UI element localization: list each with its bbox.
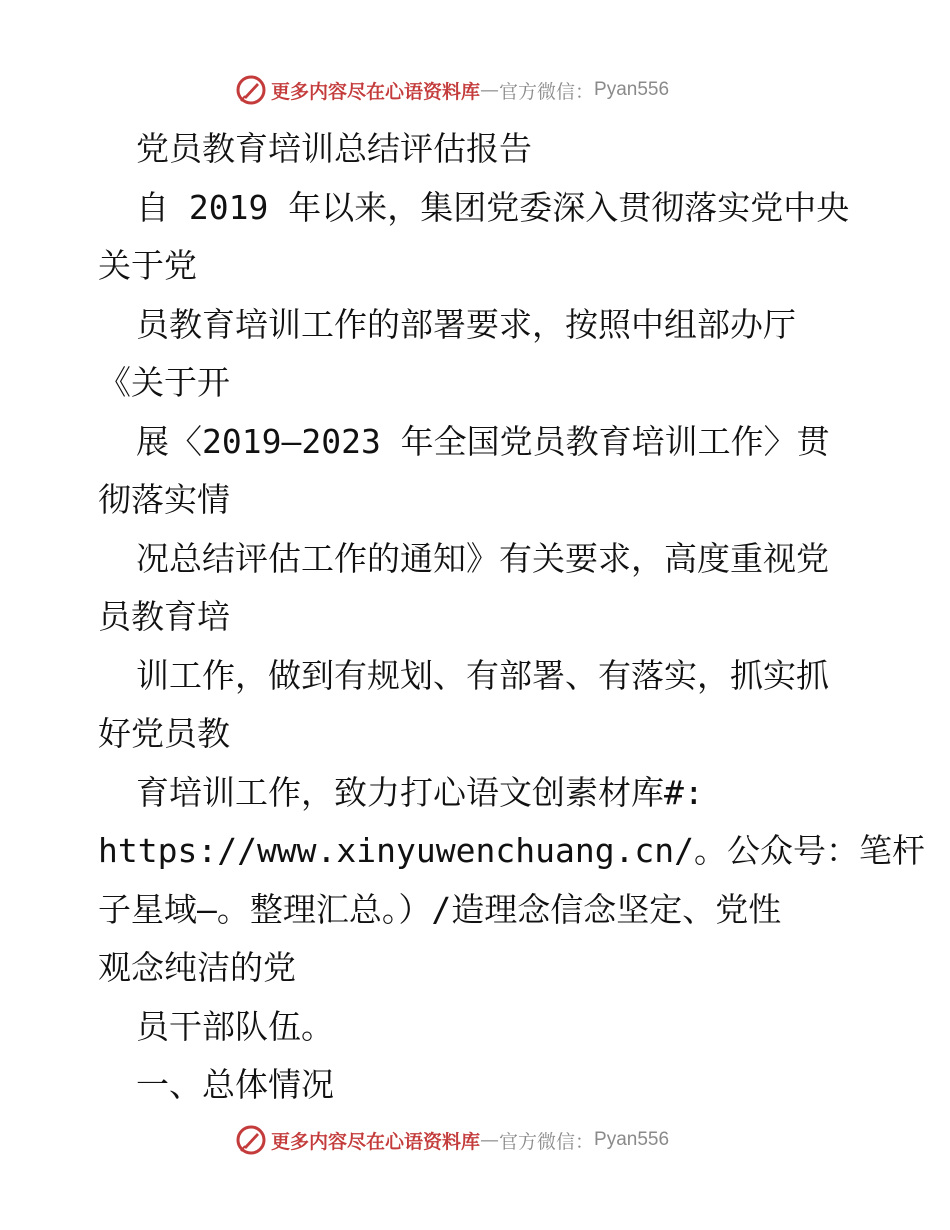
header-watermark [235,72,669,108]
text-line: 好党员教 [98,714,230,753]
watermark-brand: 更多内容尽在心语资料库 [271,80,481,103]
quill-logo-icon [235,1124,267,1156]
text-line: 子星域—。整理汇总。）/造理念信念坚定、党性 [98,889,782,929]
watermark-label: 官方微信： [499,80,595,103]
text-line: 育培训工作，致力打心语文创素材库#: [136,772,704,812]
text-line: 彻落实情 [98,480,230,519]
text-line: 员干部队伍。 [136,1006,334,1046]
text-line: 《关于开 [98,363,230,402]
section-heading: 一、总体情况 [136,1065,334,1104]
text-line: 员教育培训工作的部署要求，按照中组部办厅 [136,304,796,344]
watermark-dash: — [480,79,500,101]
text-line: 自 2019 年以来，集团党委深入贯彻落实党中央 [136,187,850,227]
text-line: 展〈2019—2023 年全国党员教育培训工作〉贯 [136,421,830,461]
watermark-label: 官方微信： [499,1130,595,1153]
text-line: 况总结评估工作的通知》有关要求，高度重视党 [136,538,829,578]
text-line: 训工作，做到有规划、有部署、有落实，抓实抓 [136,655,829,695]
text-line: 关于党 [98,246,197,285]
quill-logo-icon [235,74,267,106]
text-line: https://www.xinyuwenchuang.cn/。公众号：笔杆 [98,831,926,870]
footer-watermark [235,1122,669,1158]
text-line: 员教育培 [98,597,230,636]
watermark-dash: — [480,1129,500,1151]
watermark-id: Pyan556 [594,79,670,100]
text-line: 观念纯洁的党 [98,948,296,987]
watermark-id: Pyan556 [594,1129,670,1150]
watermark-brand: 更多内容尽在心语资料库 [271,1130,481,1153]
document-body [98,120,926,1115]
document-title: 党员教育培训总结评估报告 [136,129,532,168]
